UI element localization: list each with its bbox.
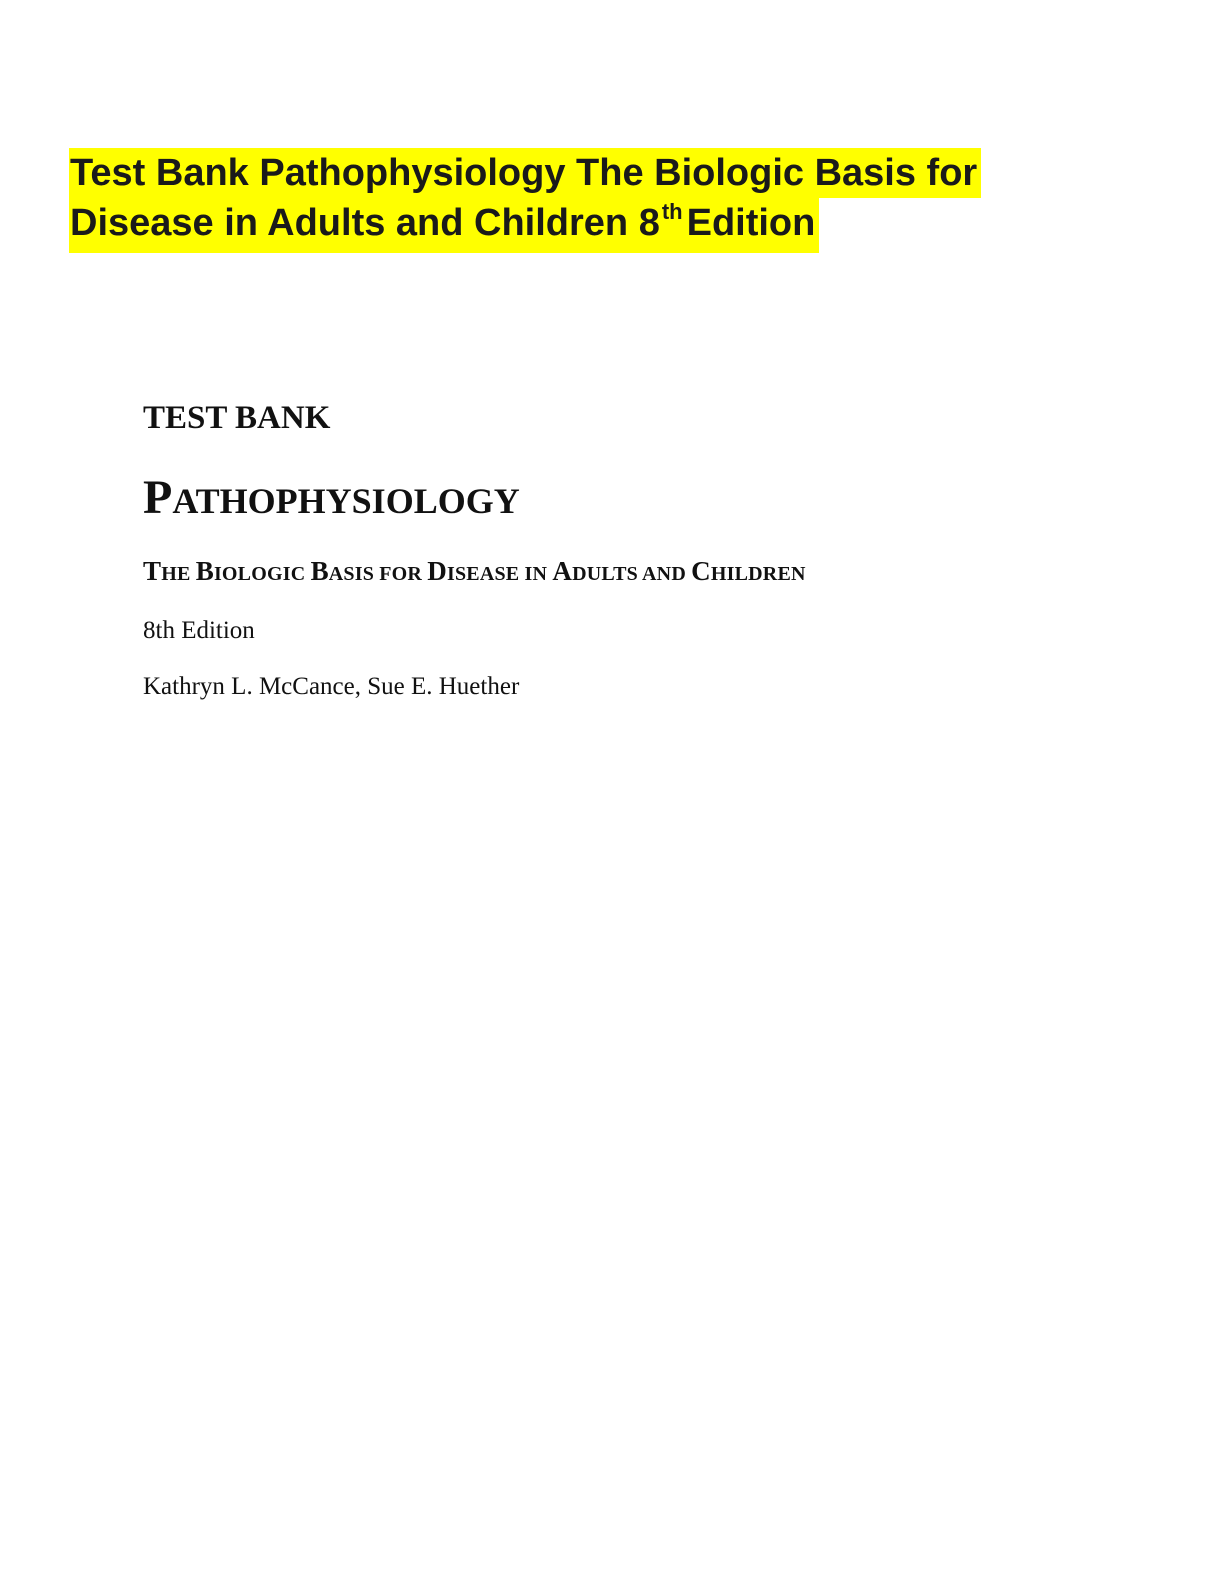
subtitle-cap: C: [691, 556, 711, 586]
heading-line-1: Test Bank Pathophysiology The Biologic Basis for: [69, 148, 981, 198]
heading-line-2-end: Edition: [686, 202, 816, 244]
subtitle-rest: ISEASE IN: [446, 563, 553, 585]
book-title-rest: ATHOPHYSIOLOGY: [172, 481, 520, 521]
book-title-initial: P: [143, 471, 173, 524]
heading-line-2-text: Disease in Adults and Children 8: [70, 202, 660, 244]
heading-superscript: th: [661, 199, 683, 224]
subtitle-cap: B: [310, 556, 329, 586]
subtitle-cap: D: [427, 556, 447, 586]
book-subtitle: [143, 556, 806, 587]
authors-text: Kathryn L. McCance, Sue E. Huether: [143, 673, 520, 700]
highlighted-heading: [69, 148, 1069, 253]
edition-text: 8th Edition: [143, 617, 255, 644]
subtitle-rest: HILDREN: [710, 563, 806, 585]
test-bank-label: TEST BANK: [143, 400, 331, 436]
subtitle-cap: T: [143, 556, 162, 586]
subtitle-rest: IOLOGIC: [213, 563, 311, 585]
subtitle-cap: B: [195, 556, 214, 586]
subtitle-cap: A: [552, 556, 573, 586]
book-title: [143, 470, 520, 525]
subtitle-rest: DULTS AND: [572, 563, 692, 585]
heading-line-2: [69, 198, 819, 253]
subtitle-rest: HE: [161, 563, 196, 585]
subtitle-rest: ASIS FOR: [328, 563, 428, 585]
